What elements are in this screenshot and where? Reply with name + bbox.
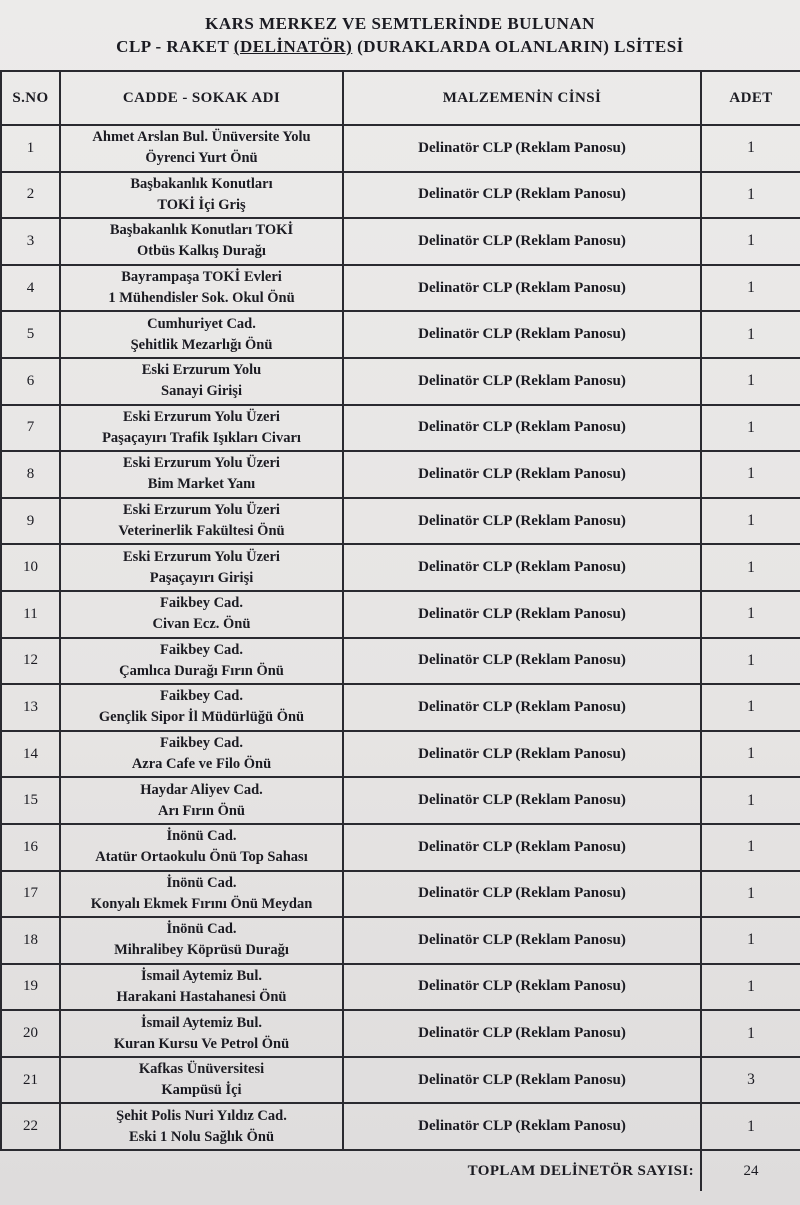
table-row [1,591,800,638]
material-cell: Delinatör CLP (Reklam Panosu) [343,405,701,452]
table-row [1,1103,800,1150]
material-cell: Delinatör CLP (Reklam Panosu) [343,824,701,871]
title-line-2-underlined: (DELİNATÖR) [233,37,353,56]
street-line-2: Paşaçayırı Trafik Işıkları Civarı [102,429,301,446]
quantity-cell: 3 [701,1057,800,1104]
street-cell [60,358,343,405]
street-cell [60,1057,343,1104]
material-cell: Delinatör CLP (Reklam Panosu) [343,218,701,265]
street-cell [60,1010,343,1057]
street-line-2: Gençlik Sipor İl Müdürlüğü Önü [98,709,305,726]
street-line-1: İnönü Cad. [166,921,237,938]
quantity-cell: 1 [701,731,800,778]
street-line-1: İsmail Aytemiz Bul. [141,967,262,984]
street-line-2: Eski 1 Nolu Sağlık Önü [128,1128,275,1145]
row-number: 18 [1,917,60,964]
row-number: 5 [1,311,60,358]
table-header-row [1,71,800,125]
table-row [1,1057,800,1104]
street-line-1: İsmail Aytemiz Bul. [141,1014,262,1031]
street-cell [60,544,343,591]
quantity-cell: 1 [701,498,800,545]
document-title [0,0,800,70]
quantity-cell: 1 [701,871,800,918]
material-cell: Delinatör CLP (Reklam Panosu) [343,638,701,685]
row-number: 11 [1,591,60,638]
row-number: 6 [1,358,60,405]
row-number: 20 [1,1010,60,1057]
row-number: 3 [1,218,60,265]
street-cell [60,591,343,638]
quantity-cell: 1 [701,172,800,219]
title-line-2-suffix: (DURAKLARDA OLANLARIN) LSİTESİ [352,37,684,56]
row-number: 15 [1,777,60,824]
street-line-1: Eski Erzurum Yolu Üzeri [123,455,280,472]
row-number: 14 [1,731,60,778]
quantity-cell: 1 [701,964,800,1011]
quantity-cell: 1 [701,638,800,685]
street-cell [60,824,343,871]
table-row [1,218,800,265]
street-line-2: Arı Fırın Önü [157,802,245,819]
street-line-1: Faikbey Cad. [160,641,243,658]
material-cell: Delinatör CLP (Reklam Panosu) [343,591,701,638]
street-line-1: Şehit Polis Nuri Yıldız Cad. [116,1107,287,1124]
street-cell [60,1103,343,1150]
table-row [1,125,800,172]
material-cell: Delinatör CLP (Reklam Panosu) [343,498,701,545]
street-line-2: Kuran Kursu Ve Petrol Önü [113,1035,290,1052]
table-row [1,638,800,685]
street-line-1: Eski Erzurum Yolu Üzeri [123,548,280,565]
total-value: 24 [701,1150,800,1191]
street-cell [60,172,343,219]
street-cell [60,498,343,545]
street-line-1: Başbakanlık Konutları TOKİ [109,222,294,239]
quantity-cell: 1 [701,684,800,731]
street-line-1: Bayrampaşa TOKİ Evleri [121,269,282,286]
row-number: 7 [1,405,60,452]
row-number: 21 [1,1057,60,1104]
title-line-2-prefix: CLP - RAKET [116,37,234,56]
quantity-cell: 1 [701,125,800,172]
material-cell: Delinatör CLP (Reklam Panosu) [343,777,701,824]
street-cell [60,451,343,498]
table-row [1,917,800,964]
row-number: 16 [1,824,60,871]
street-cell [60,405,343,452]
street-line-1: Ahmet Arslan Bul. Ünüversite Yolu [92,129,311,146]
quantity-cell: 1 [701,777,800,824]
street-cell [60,125,343,172]
street-line-2: Harakani Hastahanesi Önü [116,988,287,1005]
header-street: CADDE - SOKAK ADI [60,71,343,125]
street-cell [60,218,343,265]
street-line-2: Otbüs Kalkış Durağı [137,243,266,260]
street-line-1: Cumhuriyet Cad. [147,315,256,332]
street-line-2: Şehitlik Mezarlığı Önü [130,336,273,353]
street-cell [60,917,343,964]
quantity-cell: 1 [701,824,800,871]
material-cell: Delinatör CLP (Reklam Panosu) [343,125,701,172]
street-line-2: TOKİ İçi Griş [157,196,246,213]
street-cell [60,731,343,778]
street-line-2: Paşaçayırı Girişi [149,569,254,586]
row-number: 4 [1,265,60,312]
table-row [1,311,800,358]
table-row [1,1010,800,1057]
street-line-1: Haydar Aliyev Cad. [140,781,263,798]
quantity-cell: 1 [701,917,800,964]
street-line-1: Faikbey Cad. [160,595,243,612]
material-cell: Delinatör CLP (Reklam Panosu) [343,871,701,918]
street-line-1: İnönü Cad. [166,828,237,845]
title-line-2 [0,37,800,57]
material-cell: Delinatör CLP (Reklam Panosu) [343,964,701,1011]
street-line-2: Çamlıca Durağı Fırın Önü [119,662,284,679]
table-row [1,544,800,591]
street-line-2: Azra Cafe ve Filo Önü [131,756,272,773]
row-number: 13 [1,684,60,731]
header-sno: S.NO [1,71,60,125]
street-line-1: Eski Erzurum Yolu Üzeri [123,408,280,425]
material-cell: Delinatör CLP (Reklam Panosu) [343,311,701,358]
table-row [1,964,800,1011]
street-line-2: Kampüsü İçi [161,1082,242,1099]
street-cell [60,871,343,918]
quantity-cell: 1 [701,1103,800,1150]
table-row [1,358,800,405]
street-line-2: Atatür Ortaokulu Önü Top Sahası [95,849,308,866]
street-cell [60,684,343,731]
table-row [1,871,800,918]
table-row [1,451,800,498]
row-number: 8 [1,451,60,498]
table-row [1,777,800,824]
total-row [1,1150,800,1191]
total-label: TOPLAM DELİNETÖR SAYISI: [60,1150,701,1191]
title-line-1: KARS MERKEZ VE SEMTLERİNDE BULUNAN [205,14,595,33]
row-number: 19 [1,964,60,1011]
quantity-cell: 1 [701,311,800,358]
quantity-cell: 1 [701,544,800,591]
total-spacer [1,1150,60,1191]
material-cell: Delinatör CLP (Reklam Panosu) [343,1103,701,1150]
material-cell: Delinatör CLP (Reklam Panosu) [343,1057,701,1104]
row-number: 12 [1,638,60,685]
row-number: 17 [1,871,60,918]
table-row [1,731,800,778]
material-cell: Delinatör CLP (Reklam Panosu) [343,544,701,591]
quantity-cell: 1 [701,265,800,312]
street-line-2: Bim Market Yanı [147,476,256,493]
street-cell [60,638,343,685]
street-line-2: Mihralibey Köprüsü Durağı [114,942,289,959]
material-cell: Delinatör CLP (Reklam Panosu) [343,917,701,964]
row-number: 9 [1,498,60,545]
header-material: MALZEMENİN CİNSİ [343,71,701,125]
street-line-1: Başbakanlık Konutları [130,175,273,192]
quantity-cell: 1 [701,1010,800,1057]
quantity-cell: 1 [701,218,800,265]
table-row [1,405,800,452]
street-line-2: Civan Ecz. Önü [152,616,251,633]
street-line-2: Sanayi Girişi [161,383,242,400]
row-number: 10 [1,544,60,591]
quantity-cell: 1 [701,358,800,405]
street-cell [60,311,343,358]
material-cell: Delinatör CLP (Reklam Panosu) [343,684,701,731]
material-cell: Delinatör CLP (Reklam Panosu) [343,265,701,312]
material-cell: Delinatör CLP (Reklam Panosu) [343,172,701,219]
delineator-table [0,70,800,1191]
row-number: 2 [1,172,60,219]
street-line-2: 1 Mühendisler Sok. Okul Önü [108,290,295,307]
street-line-1: Eski Erzurum Yolu Üzeri [123,502,280,519]
street-cell [60,265,343,312]
material-cell: Delinatör CLP (Reklam Panosu) [343,358,701,405]
table-row [1,498,800,545]
street-line-1: Eski Erzurum Yolu [141,362,262,379]
quantity-cell: 1 [701,405,800,452]
material-cell: Delinatör CLP (Reklam Panosu) [343,1010,701,1057]
header-qty: ADET [701,71,800,125]
street-line-1: Faikbey Cad. [160,688,243,705]
street-line-2: Konyalı Ekmek Fırını Önü Meydan [90,895,313,912]
row-number: 22 [1,1103,60,1150]
street-line-1: Kafkas Ünüversitesi [138,1061,265,1078]
quantity-cell: 1 [701,451,800,498]
table-row [1,824,800,871]
street-line-2: Öyrenci Yurt Önü [145,150,258,167]
street-cell [60,964,343,1011]
quantity-cell: 1 [701,591,800,638]
street-line-1: İnönü Cad. [166,874,237,891]
street-cell [60,777,343,824]
table-row [1,265,800,312]
material-cell: Delinatör CLP (Reklam Panosu) [343,451,701,498]
table-row [1,684,800,731]
street-line-1: Faikbey Cad. [160,735,243,752]
row-number: 1 [1,125,60,172]
street-line-2: Veterinerlik Fakültesi Önü [118,523,285,540]
table-row [1,172,800,219]
material-cell: Delinatör CLP (Reklam Panosu) [343,731,701,778]
